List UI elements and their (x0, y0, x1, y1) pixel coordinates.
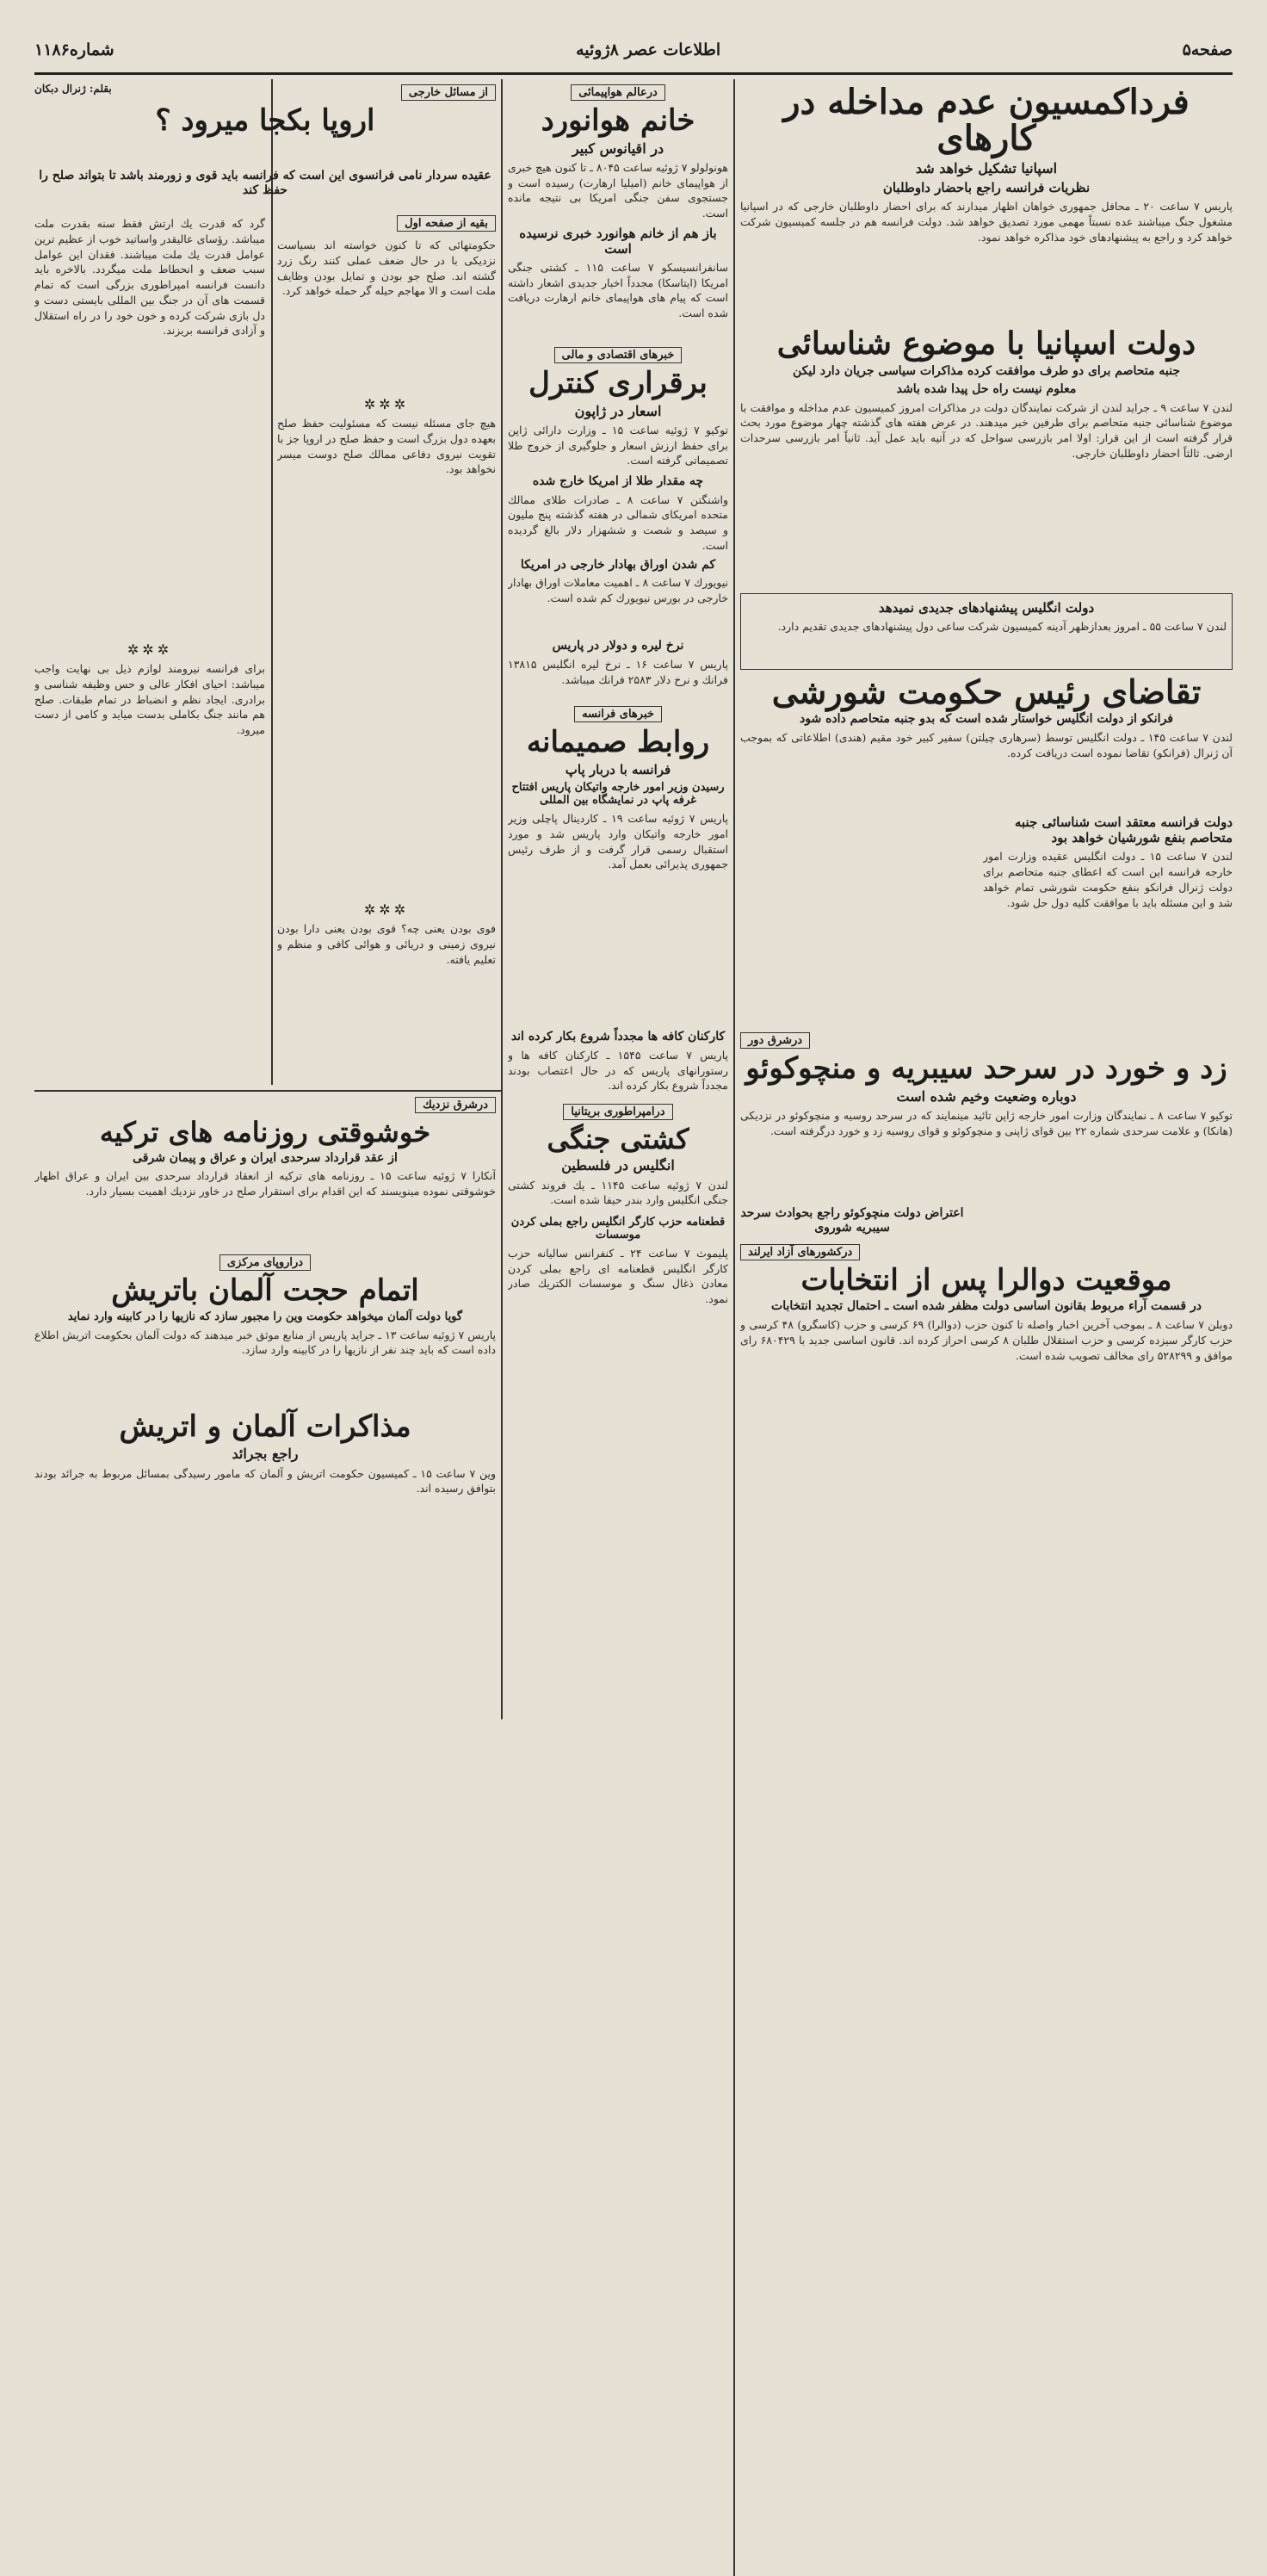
europe-subhead: عقیده سردار نامی فرانسوی این است كه فرانسه باید قوی و زورمند باشد تا بتواند صلح را حفظ كند (39, 169, 491, 197)
austria-body: پاریس ۷ ژوئیه ساعت ۱۳ ـ جراید پاریس از منابع موثق خبر میدهند كه دولت آلمان بحكومت اتریش اطلاع داده است كه باید چند نفر از نازیها را در كابینه وارد سازد. (34, 1328, 496, 1357)
far-east-headline: زد و خورد در سرحد سیبریه و منچوكوئو (745, 1051, 1227, 1087)
left-divider (34, 1090, 501, 1092)
workers-body: پاریس ۷ ساعت ۱۵۴۵ ـ كاركنان كافه ها و رستورانهای پاریس كه در حال اعتصاب بودند مجدداً شروع بكار كرده اند. (508, 1048, 728, 1093)
paper-name: اطلاعات عصر ۸ژوئیه (576, 40, 721, 59)
aviation-label-row (508, 83, 728, 104)
control-headline: برقراری كنترل (528, 365, 708, 400)
author-line: بقلم: ژنرال دبكان (34, 83, 112, 95)
central-europe-label: دراروپای مركزی (219, 1254, 311, 1271)
workers-title: كاركنان كافه ها مجدداً شروع بكار كرده اند (510, 1030, 726, 1044)
talks-subhead: راجع بجرائد (232, 1446, 299, 1463)
middle-column (508, 83, 728, 1718)
labour-body: پلیموث ۷ ساعت ۲۴ ـ كنفرانس سالیانه حزب كارگر انگلیس قطعنامه ای راجع بملی كردن معادن ذغال سنگ و موسسات الكتریك صادر نمود. (508, 1246, 728, 1306)
turkey-headline: خوشوقتی روزنامه های تركیه (99, 1116, 431, 1149)
austria-headline: اتمام حجت آلمان باتریش (111, 1273, 419, 1309)
bonds-title: كم شدن اوراق بهادار خارجی در امریكا (520, 557, 716, 572)
right-column (740, 83, 1233, 1718)
rebel-demand-subhead: فرانكو از دولت انگلیس خواستار شده است كه بدو جنبه متحاصم داده شود (800, 712, 1173, 727)
labour-title: قطعنامه حزب كارگر انگلیس راجع بملی كردن موسسات (510, 1215, 726, 1242)
warship-body: لندن ۷ ژوئیه ساعت ۱۱۴۵ ـ یك فروند كشتی جنگی انگلیس وارد بندر حیفا شده است. (508, 1178, 728, 1207)
england-box (740, 593, 1233, 670)
aviatrix-body-2: سانفرانسیسكو ۷ ساعت ۱۱۵ ـ كشتی جنگی امریكا (ایتاسكا) مجدداً اخبار جدیدی اشعار داشته است كه پیام های هواپیمای خانم ارهارت دریافت شده است. (508, 260, 728, 320)
far-east-body: توكیو ۷ ساعت ۸ ـ نمایندگان وزارت امور خارجه ژاپن تائید مینمایند كه در سرحد روسیه و منچوكوئو در نزدیكی (هانكا) و علامت سرحدی شماره ۲۲ بین قوای ژاپنی و منچوكوئو و قوای روسیه زد و خورد درگرفته است. (740, 1109, 1233, 1137)
continued-body-2: هیچ جای مسئله نیست كه مسئولیت حفظ صلح بعهده دول بزرگ است و حفظ صلح در اروپا جز با تقویت نیروی دفاعی ممالك صلح دوست میسر نخواهد بود. (277, 417, 496, 476)
econ-label: خبرهای اقتصادی و مالی (554, 347, 683, 363)
stars-divider-2: ✲✲✲ (363, 901, 410, 918)
spain-recognition-subhead: جنبه متحاصم برای دو طرف موافقت كرده مذاكرات سیاسی جریان دارد لیكن (792, 363, 1181, 378)
europe-headline: اروپا بكجا میرود ؟ (155, 103, 375, 138)
austria-subhead: گویا دولت آلمان میخواهد حكومت وین را مجبور سازد كه نازیها را در كابینه وارد نماید (67, 1310, 463, 1324)
continued-column (277, 214, 496, 1083)
relations-subhead-2: رسیدن وزیر امور خارجه واتیكان پاریس افتتاح غرفه پاپ در نمایشگاه بین المللی (511, 780, 725, 808)
far-east-subhead: دوباره وضعیت وخیم شده است (896, 1087, 1077, 1105)
column-rule-right-lower (733, 1078, 735, 2576)
bonds-body: نیویورك ۷ ساعت ۸ ـ اهمیت معاملات اوراق بهادار خارجی در بورس نیویورك كم شده است. (508, 576, 728, 605)
europe-body-2: برای فرانسه نیرومند لوازم ذیل بی نهایت واجب میباشد: احیای افكار عالی و حس وظیفه شناسی و برادری. ایجاد نظم و انضباط در تمام طبقات. صلح هم مانند جنگ بكاملی بدست میاید و كامی از دست میرود. (34, 662, 265, 736)
masthead (34, 29, 1233, 71)
france-opinion-headline: دولت فرانسه معتقد است شناسائی جنبه متحاصم بنفع شورشیان خواهد بود (1014, 814, 1233, 846)
britain-label-row (508, 1102, 728, 1124)
europe-label-row (34, 83, 496, 104)
britain-label: درامپراطوری بریتانیا (563, 1104, 672, 1120)
france-opinion-continuation (740, 811, 976, 1024)
column-rule-left (271, 79, 273, 1085)
spain-recognition-body: لندن ۷ ساعت ۹ ـ جراید لندن از شركت نمایندگان دولت در مذاكرات امروز كمیسیون عدم مداخله و موافقت با موضوع شناسائی جنبه متحاصم برای طرفین خبر میدهند. در عرض هفته های گذشته چهار موضوع مورد بحث قرار گرفته است از این قرار: اولا امر بازرسی سواحل كه در آتیه باید عمل آید. ثانیاً امر بازرسی سرحدات ارضی. ثالثاً احضار داوطلبان خارجی. (740, 400, 1233, 460)
europe-column (34, 214, 265, 1083)
ireland-subhead: در قسمت آراء مربوط بقانون اساسی دولت مظفر شده است ـ احتمال تجدید انتخابات (771, 1299, 1202, 1314)
ireland-headline: موقعیت دوالرا پس از انتخابات (800, 1262, 1172, 1297)
rebel-demand-body: لندن ۷ ساعت ۱۴۵ ـ دولت انگلیس توسط (سرهاری چیلتن) سفیر كبیر خود مقیم (هندی) اطلاعاتی كه بموجب آن ژنرال (فرانكو) تقاضا نموده است دریافت كرده. (740, 731, 1233, 760)
lead-body: پاریس ۷ ساعت ۲۰ ـ محافل جمهوری خواهان اظهار میدارند كه برای احضار داوطلبان خارجی كه در اسپانیا مشغول جنگ میباشند عده نسبتاً مهمی مورد تصدیق خواهد شد. دولت فرانسه هم در جلسه كمیسیون شركت خواهد كرد و راجع به پیشنهادهای خود مذاكره خواهد نمود. (740, 200, 1233, 244)
ireland-label-row (740, 1242, 1233, 1264)
stars-divider-1: ✲✲✲ (363, 396, 410, 412)
ireland-label: دركشورهای آزاد ایرلند (740, 1244, 860, 1260)
aviatrix-body: هونولولو ۷ ژوئیه ساعت ۸۰۴۵ ـ تا كنون هیچ خبری از هواپیمای خانم (امیلیا ارهارت) رسیده است و جستجوی سفن جنگی امریكا بی نتیجه مانده است. (508, 160, 728, 220)
relations-subhead: فرانسه با دربار پاپ (565, 761, 671, 777)
continued-body-3: فوی بودن یعنی چه؟ قوی بودن یعنی دارا بودن نیروی زمینی و دریائی و هوائی كافی و منظم و تعلیم یافته. (277, 922, 496, 966)
gold-title: چه مقدار طلا از امریكا خارج شده (532, 474, 704, 488)
ireland-body: دوبلن ۷ ساعت ۸ ـ بموجب آخرین اخبار واصله تا كنون حزب (دوالرا) ۶۹ كرسی و حزب (كاسگرو) ۴۸ كرسی و حزب كارگر سیزده كرسی و حزب استقلال طلبان ۸ كرسی احراز كرده اند. قانون اساسی جدید با ۶۸۰۴۲۹ رای موافق و ۵۲۸۲۹۹ رای مخالف تصویب شده است. (740, 1318, 1233, 1362)
aviatrix-headline: خانم هوانورد (541, 103, 695, 138)
stars-divider-3: ✲✲✲ (127, 641, 173, 658)
rate-title: نرخ لیره و دولار در پاریس (552, 639, 684, 653)
england-box-title: دولت انگلیس پیشنهادهای جدیدی نمیدهد (878, 599, 1095, 616)
rate-body: پاریس ۷ ساعت ۱۶ ـ نرخ لیره انگلیس ۱۳۸۱۵ فرانك و نرخ دلار ۲۵۸۳ فرانك میباشد. (508, 658, 728, 686)
turkey-body: آنكارا ۷ ژوئیه ساعت ۱۵ ـ روزنامه های تركیه از انعقاد قرارداد سرحدی بین ایران و عراق اظهار خوشوقتی نموده مینویسند كه این اقدام برای استقرار صلح در خاور نزدیك اهمیت بسیار دارد. (34, 1169, 496, 1198)
near-east-label: درشرق نزدیك (415, 1097, 496, 1113)
europe-body: گرد كه قدرت یك ارتش فقط سنه بقدرت ملت میباشد. رؤسای عالیقدر واساتید خوب از عظیم ترین عوامل قدرت یك ملت میباشند. فقدان این عوامل سبب ضعف و انحطاط ملت میگردد. بالاخره باید دانست فرانسه امپراطوری بزرگی است كه تمام قسمت های آن در جنگ بین المللی بایستی دست و دل بازی شركت كرده و خون خود را در راه استقلال و آزادی فرانسه بریزند. (34, 217, 265, 337)
aviatrix-subhead-2: باز هم از خانم هوانورد خبری نرسیده است (519, 225, 717, 257)
column-rule-right (733, 79, 735, 1078)
gold-body: واشنگتن ۷ ساعت ۸ ـ صادرات طلای ممالك متحده امریكای شمالی در هفته گذشته پنج ملیون و سیصد و شصت و ششهزار دلار بالغ گردیده است. (508, 492, 728, 552)
lead-headline: فرداكمسیون عدم مداخله در كارهای (783, 83, 1190, 158)
europe-subhead-wrap (34, 165, 496, 208)
aviation-label: درعالم هواپیمائی (571, 84, 665, 101)
relations-headline: روابط صمیمانه (526, 725, 710, 760)
france-opinion-body: لندن ۷ ساعت ۱۵ ـ دولت انگلیس عقیده وزارت امور خارجه فرانسه این است كه اعطای جنبه متحاصم برای دولت ژنرال فرانكو بنفع حكومت شورشی تمام خواهد شد و این مسئله باید با موافقت كلیه دول حل شود. (983, 850, 1233, 909)
turkey-label-row (34, 1095, 496, 1117)
far-east-box-title: اعتراض دولت منچوكوئو راجع بحوادث سرحد سیبریه شوروی (740, 1206, 964, 1235)
talks-body: وین ۷ ساعت ۱۵ ـ كمیسیون حكومت اتریش و آلمان كه مامور رسیدگی بمسائل مربوط به جرائد بودند بتوافق رسیده اند. (34, 1466, 496, 1495)
relations-body: پاریس ۷ ژوئیه ساعت ۱۹ ـ كاردینال پاچلی وزیر امور خارجه واتیكان وارد پاریس شد و مورد استقبال رسمی قرار گرفت و از طرف رئیس جمهوری پذیرائی بعمل آمد. (508, 812, 728, 871)
lead-subhead-2: نظریات فرانسه راجع باحضار داوطلبان (882, 180, 1091, 196)
far-east-label-row (740, 1031, 1233, 1052)
control-body: توكیو ۷ ژوئیه ساعت ۱۵ ـ وزارت دارائی ژاپن برای حفظ ارزش اسعار و جلوگیری از خروج طلا تصمیماتی گرفته است. (508, 423, 728, 468)
rebel-demand-headline: تقاضای رئیس حكومت شورشی (771, 672, 1202, 711)
france-label: خبرهای فرانسه (574, 706, 662, 722)
spain-recognition-subhead-2: معلوم نیست راه حل پیدا شده باشد (896, 381, 1077, 396)
talks-headline: مذاكرات آلمان و اتریش (119, 1409, 411, 1444)
england-box-body: لندن ۷ ساعت ۵۵ ـ امروز بعدازظهر آدینه كمیسیون شركت ساعی دول پیشنهادهای جدیدی تقدیم دارد. (777, 619, 1227, 633)
spain-recognition-headline: دولت اسپانیا با موضوع شناسائی (776, 325, 1196, 362)
econ-label-row (508, 345, 728, 367)
central-label-row (34, 1253, 496, 1274)
control-subhead: اسعار در ژاپون (574, 402, 662, 419)
lead-subhead-1: اسپانیا تشكیل خواهد شد (915, 160, 1058, 176)
foreign-issues-label: از مسائل خارجی (401, 84, 496, 101)
warship-subhead: انگلیس در فلسطین (561, 1157, 675, 1174)
turkey-subhead: از عقد قرارداد سرحدی ایران و عراق و پیمان شرقی (133, 1150, 398, 1165)
warship-headline: كشتی جنگی (547, 1122, 689, 1155)
france-opinion-row (740, 811, 1233, 1024)
masthead-rule (34, 72, 1233, 75)
france-label-row (508, 704, 728, 726)
issue-number: شماره۱۱۸۶ (34, 40, 114, 59)
left-lower (34, 1095, 496, 1715)
continued-label: بقیه از صفحه اول (397, 215, 496, 232)
continued-body: حكومتهائی كه تا كنون خواسته اند بسیاست نزدیكی با در حال ضعف عملی كنند رنگ زرد گشته اند. صلح جو بودن و تمایل بودن وظایف ملت است و الا مهاجم حیله گر حمله خواهد كرد. (277, 238, 496, 298)
europe-header (34, 83, 496, 164)
page-label: صفحه۵ (1182, 40, 1233, 59)
far-east-label: درشرق دور (740, 1032, 810, 1049)
column-rule-middle (501, 79, 503, 1719)
aviatrix-subhead: در اقیانوس كبیر (572, 139, 664, 157)
france-opinion-block (983, 811, 1233, 1024)
